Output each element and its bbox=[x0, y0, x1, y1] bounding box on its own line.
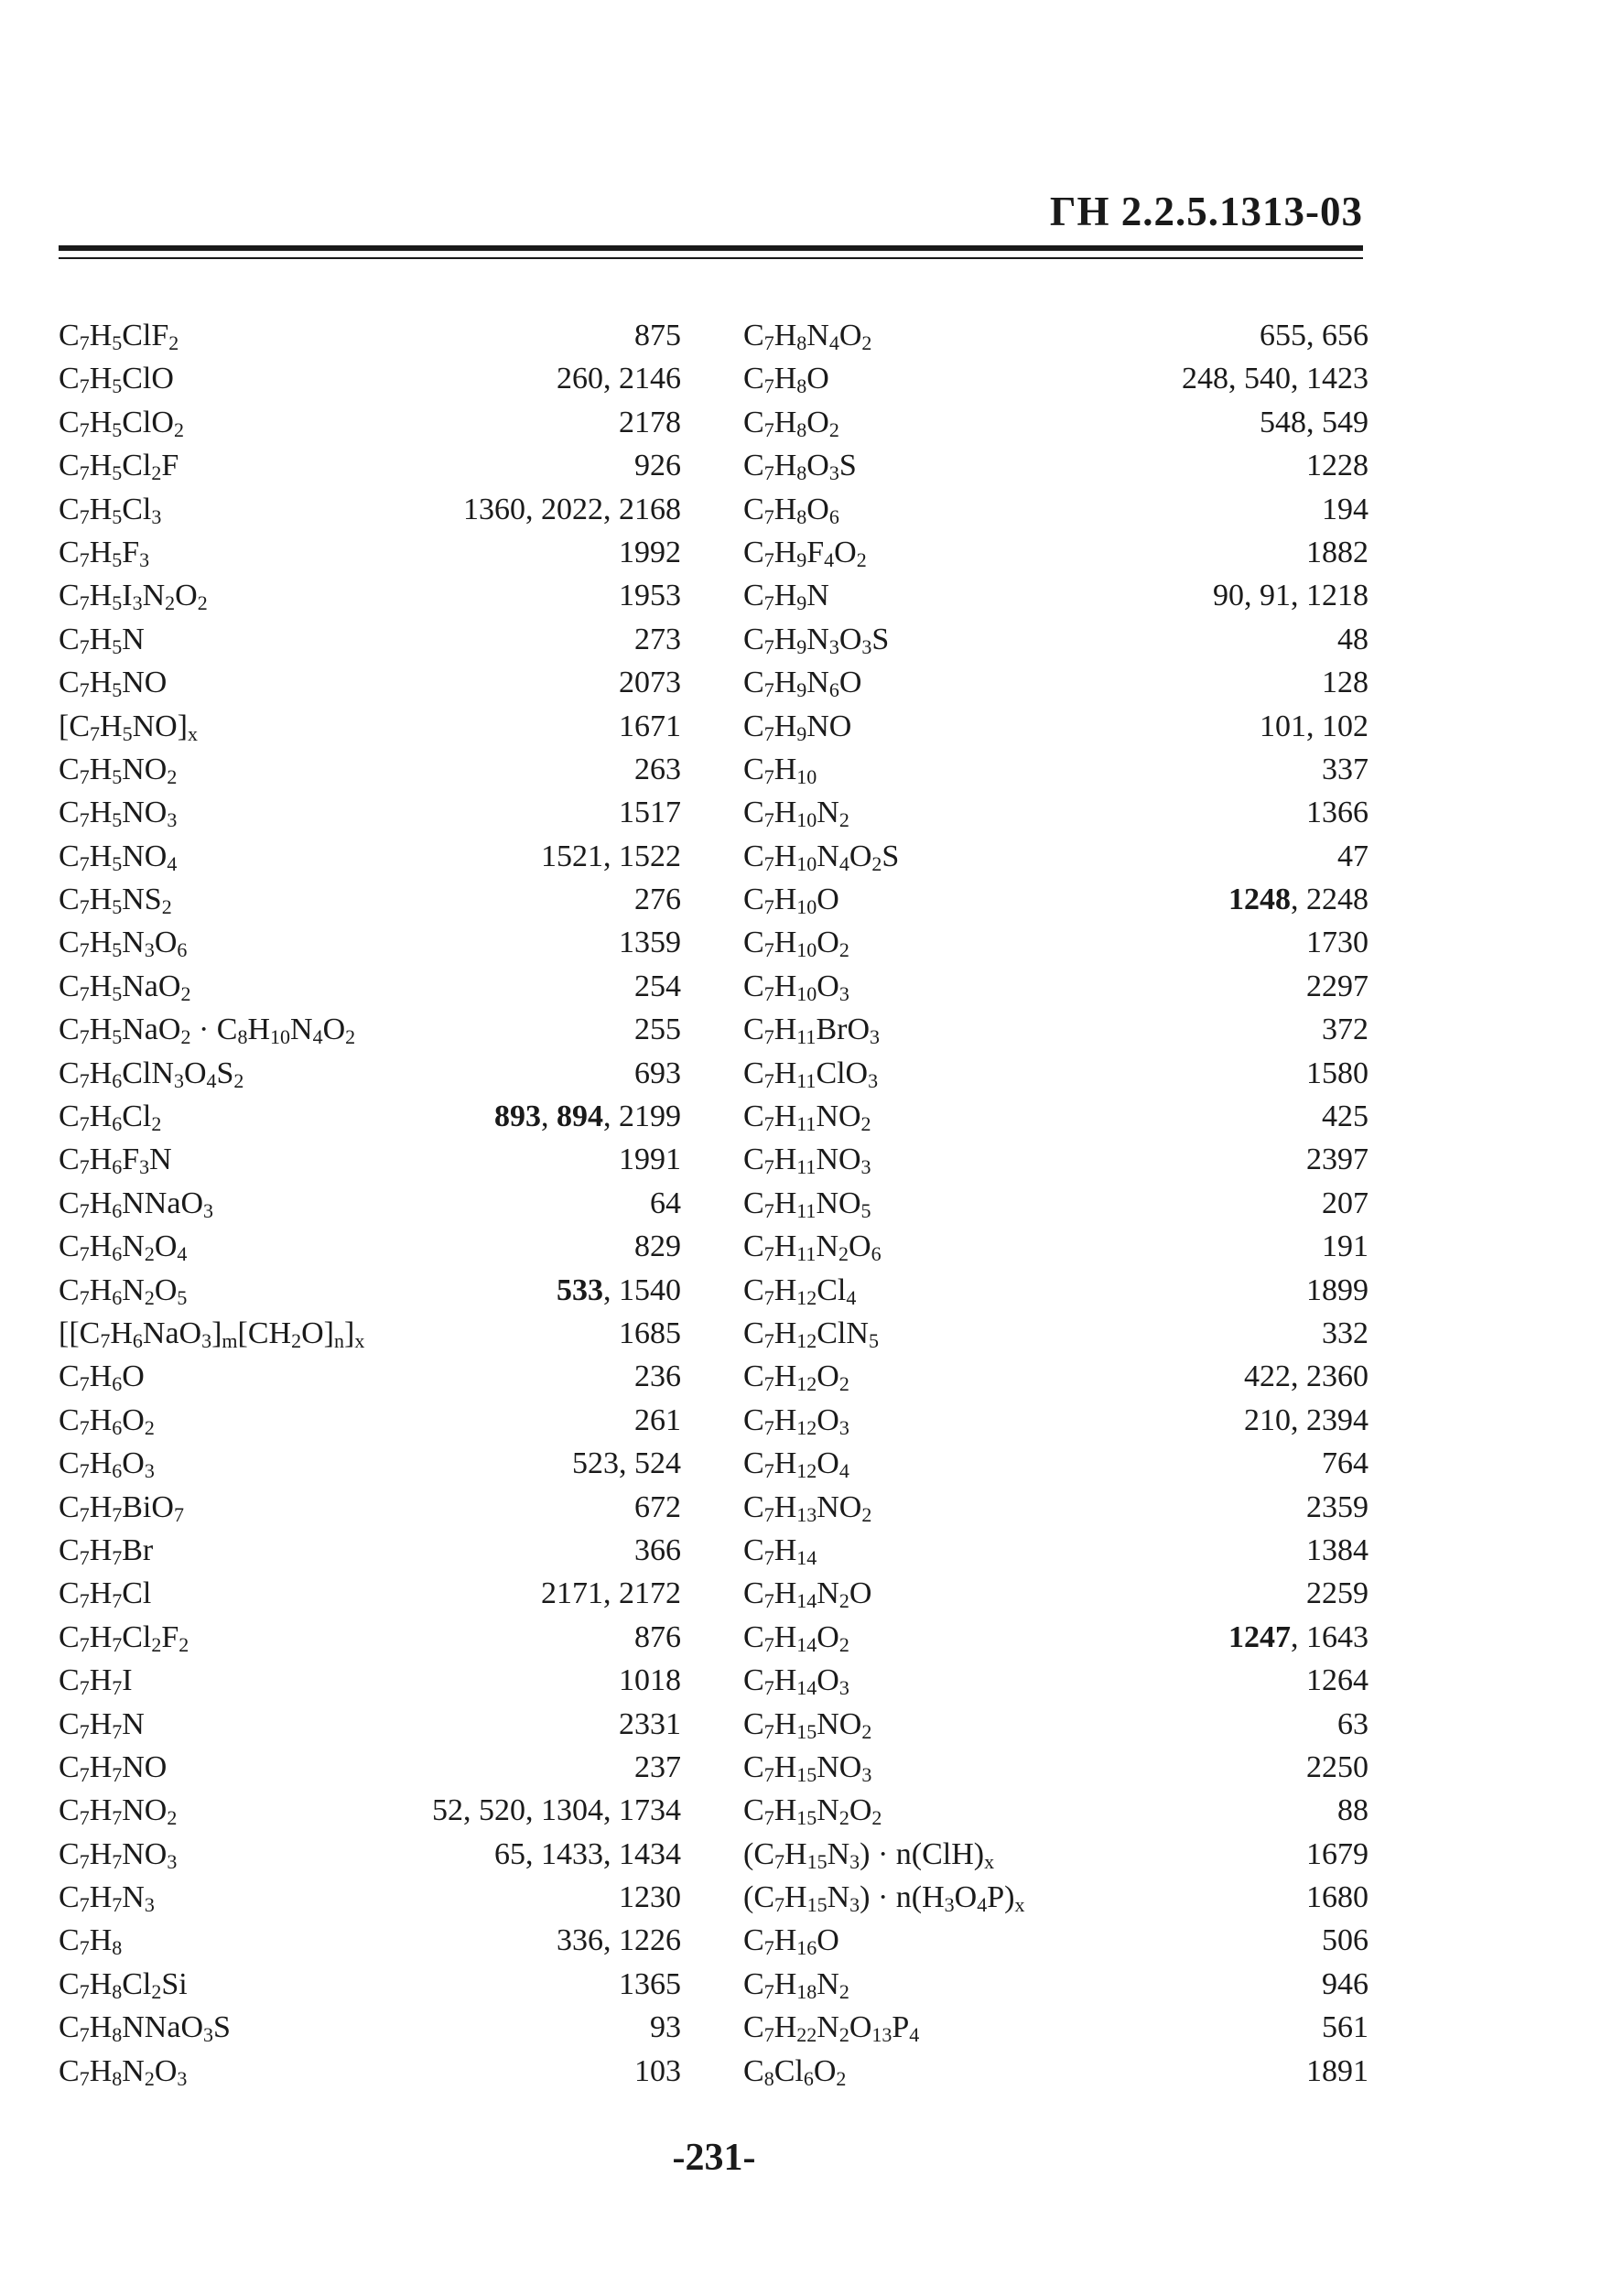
index-row bbox=[743, 1225, 1368, 1268]
reference-numbers: 506 bbox=[1322, 1923, 1368, 1958]
chemical-formula: $(C_7H_{15}N_3) \cdot n(ClH)_x$ bbox=[743, 1836, 995, 1873]
reference-numbers: 210, 2394 bbox=[1244, 1403, 1368, 1437]
index-row bbox=[743, 1919, 1368, 1962]
reference-numbers: 425 bbox=[1322, 1099, 1368, 1134]
chemical-formula: $C_7H_5NO_2$ bbox=[59, 752, 178, 788]
chemical-formula: $C_7H_5NaO_2$ bbox=[59, 969, 191, 1005]
chemical-formula: $(C_7H_{15}N_3) \cdot n(H_3O_4P)_x$ bbox=[743, 1880, 1025, 1917]
document-code: ГН 2.2.5.1313-03 bbox=[1049, 189, 1363, 234]
chemical-formula: $C_7H_8N_2O_3$ bbox=[59, 2053, 188, 2090]
reference-numbers: 2397 bbox=[1306, 1143, 1368, 1177]
reference-numbers: 1680 bbox=[1306, 1880, 1368, 1915]
chemical-formula: $C_7H_8O_2$ bbox=[743, 405, 839, 441]
reference-numbers: 2250 bbox=[1306, 1749, 1368, 1784]
index-row bbox=[59, 1529, 681, 1572]
index-row bbox=[59, 2006, 681, 2049]
chemical-formula: $C_7H_6O_2$ bbox=[59, 1403, 155, 1439]
index-row bbox=[743, 1659, 1368, 1702]
index-row bbox=[59, 705, 681, 748]
index-row bbox=[59, 1919, 681, 1962]
index-row bbox=[59, 1442, 681, 1485]
reference-numbers: 372 bbox=[1322, 1013, 1368, 1047]
reference-numbers: 248, 540, 1423 bbox=[1182, 362, 1368, 396]
index-row bbox=[743, 574, 1368, 617]
reference-numbers: 1685 bbox=[619, 1316, 681, 1350]
reference-numbers: 260, 2146 bbox=[557, 362, 681, 396]
reference-numbers: 1891 bbox=[1306, 2053, 1368, 2088]
index-row bbox=[59, 1703, 681, 1746]
chemical-formula: $C_7H_6ClN_3O_4S_2$ bbox=[59, 1056, 244, 1092]
chemical-formula: $C_7H_6O$ bbox=[59, 1359, 145, 1396]
index-row bbox=[743, 1876, 1368, 1919]
reference-numbers: 366 bbox=[634, 1532, 681, 1567]
reference-numbers: 1230 bbox=[619, 1880, 681, 1915]
chemical-formula: $C_7H_5F_3$ bbox=[59, 535, 150, 571]
chemical-formula: $C_7H_7NO_2$ bbox=[59, 1793, 178, 1830]
chemical-formula: $C_7H_9N_3O_3S$ bbox=[743, 622, 890, 658]
index-row bbox=[59, 748, 681, 791]
chemical-formula: $C_7H_7Cl_2F_2$ bbox=[59, 1619, 189, 1656]
reference-numbers: 1360, 2022, 2168 bbox=[463, 492, 681, 526]
chemical-formula: $C_7H_8$ bbox=[59, 1923, 123, 1960]
chemical-formula: $C_7H_5Cl_3$ bbox=[59, 492, 162, 528]
reference-numbers: 273 bbox=[634, 622, 681, 656]
chemical-formula: $C_7H_{14}O_2$ bbox=[743, 1619, 849, 1656]
chemical-formula: $C_7H_{15}NO_3$ bbox=[743, 1749, 872, 1786]
reference-numbers: 655, 656 bbox=[1260, 319, 1368, 352]
reference-numbers: 1730 bbox=[1306, 926, 1368, 960]
index-row bbox=[59, 835, 681, 878]
reference-numbers: 2073 bbox=[619, 666, 681, 700]
reference-numbers: 263 bbox=[634, 752, 681, 786]
reference-numbers: 88 bbox=[1337, 1793, 1368, 1828]
index-row bbox=[59, 1963, 681, 2006]
index-row bbox=[743, 488, 1368, 531]
index-row bbox=[59, 357, 681, 400]
chemical-formula: $C_7H_{10}N_4O_2S$ bbox=[743, 839, 900, 875]
reference-numbers: 1018 bbox=[619, 1663, 681, 1698]
index-row bbox=[59, 1876, 681, 1919]
chemical-formula: $C_7H_9NO$ bbox=[743, 709, 852, 745]
index-row bbox=[743, 1312, 1368, 1355]
chemical-formula: $C_7H_6NNaO_3$ bbox=[59, 1186, 214, 1222]
reference-numbers: 207 bbox=[1322, 1186, 1368, 1220]
chemical-formula: $C_7H_5Cl_2F$ bbox=[59, 449, 179, 485]
index-row bbox=[59, 618, 681, 661]
chemical-formula: $C_7H_7BiO_7$ bbox=[59, 1489, 184, 1526]
index-row bbox=[59, 921, 681, 964]
chemical-formula: $C_7H_7N_3$ bbox=[59, 1880, 155, 1917]
index-row bbox=[743, 1095, 1368, 1138]
reference-numbers: 261 bbox=[634, 1403, 681, 1437]
index-row bbox=[59, 1399, 681, 1442]
reference-numbers: 1991 bbox=[619, 1143, 681, 1177]
reference-numbers: 1671 bbox=[619, 709, 681, 743]
chemical-formula: $C_7H_{11}NO_3$ bbox=[743, 1143, 871, 1179]
chemical-formula: $C_7H_{16}O$ bbox=[743, 1923, 839, 1960]
chemical-formula: $C_7H_8O$ bbox=[743, 362, 829, 398]
chemical-formula: $C_7H_{11}BrO_3$ bbox=[743, 1013, 880, 1049]
reference-numbers: 101, 102 bbox=[1260, 709, 1368, 743]
chemical-formula: $C_7H_5NO$ bbox=[59, 666, 168, 702]
chemical-formula: $C_7H_{10}O_2$ bbox=[743, 926, 849, 962]
chemical-formula: $C_7H_5N$ bbox=[59, 622, 145, 658]
chemical-formula: $C_7H_7NO_3$ bbox=[59, 1836, 178, 1873]
chemical-formula: $C_7H_9F_4O_2$ bbox=[743, 535, 867, 571]
index-row bbox=[743, 2006, 1368, 2049]
index-row bbox=[743, 1486, 1368, 1529]
reference-numbers: 1517 bbox=[619, 796, 681, 830]
reference-numbers: 1882 bbox=[1306, 535, 1368, 569]
reference-numbers: 65, 1433, 1434 bbox=[494, 1836, 681, 1871]
reference-numbers: 1953 bbox=[619, 579, 681, 613]
reference-numbers: 876 bbox=[634, 1619, 681, 1654]
index-row bbox=[59, 1095, 681, 1138]
index-row bbox=[59, 444, 681, 487]
index-row bbox=[59, 488, 681, 531]
index-row bbox=[743, 1355, 1368, 1398]
reference-numbers: 1580 bbox=[1306, 1056, 1368, 1090]
reference-numbers: 48 bbox=[1337, 622, 1368, 656]
chemical-formula: $C_7H_5NaO_2 \cdot C_8H_{10}N_4O_2$ bbox=[59, 1013, 356, 1049]
index-row bbox=[743, 618, 1368, 661]
chemical-formula: $C_7H_{15}N_2O_2$ bbox=[743, 1793, 882, 1830]
reference-numbers: 194 bbox=[1322, 492, 1368, 526]
reference-numbers: 1679 bbox=[1306, 1836, 1368, 1871]
reference-numbers: 1384 bbox=[1306, 1532, 1368, 1567]
chemical-formula: $C_7H_{18}N_2$ bbox=[743, 1966, 849, 2003]
index-row bbox=[59, 1269, 681, 1312]
chemical-formula: $C_7H_6F_3N$ bbox=[59, 1143, 172, 1179]
chemical-formula: $[C_7H_5NO]_x$ bbox=[59, 709, 198, 745]
index-row bbox=[743, 1703, 1368, 1746]
index-row bbox=[59, 574, 681, 617]
chemical-formula: $C_7H_{10}O_3$ bbox=[743, 969, 849, 1005]
index-row bbox=[743, 1442, 1368, 1485]
reference-numbers: 1992 bbox=[619, 535, 681, 569]
chemical-formula: $C_7H_{12}O_4$ bbox=[743, 1446, 849, 1483]
index-row bbox=[59, 1355, 681, 1398]
index-row bbox=[743, 1182, 1368, 1225]
chemical-formula: $C_7H_9N_6O$ bbox=[743, 666, 862, 702]
reference-numbers: 926 bbox=[634, 449, 681, 483]
chemical-formula: $C_7H_9N$ bbox=[743, 579, 829, 615]
index-row bbox=[743, 401, 1368, 444]
index-row bbox=[59, 1833, 681, 1876]
reference-numbers: 90, 91, 1218 bbox=[1213, 579, 1368, 613]
index-row bbox=[743, 1008, 1368, 1051]
formula-index-right-column bbox=[743, 314, 1368, 2093]
index-row bbox=[743, 1616, 1368, 1659]
reference-numbers: 2297 bbox=[1306, 969, 1368, 1003]
index-row bbox=[59, 1138, 681, 1181]
index-row bbox=[59, 1225, 681, 1268]
chemical-formula: $C_7H_{12}Cl_4$ bbox=[743, 1273, 857, 1309]
reference-numbers: 533, 1540 bbox=[557, 1273, 681, 1307]
reference-numbers: 2171, 2172 bbox=[541, 1576, 681, 1611]
chemical-formula: $C_7H_{14}N_2O$ bbox=[743, 1576, 872, 1613]
reference-numbers: 254 bbox=[634, 969, 681, 1003]
chemical-formula: $C_7H_7I$ bbox=[59, 1663, 133, 1700]
index-row bbox=[59, 965, 681, 1008]
reference-numbers: 2331 bbox=[619, 1706, 681, 1741]
chemical-formula: $C_7H_7N$ bbox=[59, 1706, 145, 1743]
reference-numbers: 422, 2360 bbox=[1244, 1359, 1368, 1394]
reference-numbers: 47 bbox=[1337, 839, 1368, 873]
index-row bbox=[59, 1659, 681, 1702]
index-row bbox=[59, 1486, 681, 1529]
header-rule-thin bbox=[59, 257, 1363, 259]
chemical-formula: $C_7H_6Cl_2$ bbox=[59, 1099, 162, 1136]
chemical-formula: $C_7H_{12}O_2$ bbox=[743, 1359, 849, 1396]
reference-numbers: 1366 bbox=[1306, 796, 1368, 830]
chemical-formula: $C_7H_{11}ClO_3$ bbox=[743, 1056, 879, 1092]
reference-numbers: 523, 524 bbox=[572, 1446, 681, 1481]
chemical-formula: $C_7H_5NO_4$ bbox=[59, 839, 178, 875]
index-row bbox=[743, 705, 1368, 748]
index-row bbox=[743, 1746, 1368, 1789]
reference-numbers: 946 bbox=[1322, 1966, 1368, 2001]
chemical-formula: $C_7H_{11}NO_2$ bbox=[743, 1099, 871, 1136]
chemical-formula: $C_7H_{12}ClN_5$ bbox=[743, 1316, 879, 1352]
chemical-formula: $C_7H_5ClO$ bbox=[59, 362, 174, 398]
reference-numbers: 63 bbox=[1337, 1706, 1368, 1741]
chemical-formula: $C_7H_6N_2O_4$ bbox=[59, 1229, 188, 1266]
chemical-formula: $C_7H_{11}NO_5$ bbox=[743, 1186, 871, 1222]
index-row bbox=[743, 1399, 1368, 1442]
chemical-formula: $C_7H_7Br$ bbox=[59, 1532, 154, 1569]
chemical-formula: $C_7H_{13}NO_2$ bbox=[743, 1489, 872, 1526]
chemical-formula: $C_7H_{14}$ bbox=[743, 1532, 817, 1569]
reference-numbers: 561 bbox=[1322, 2010, 1368, 2045]
index-row bbox=[59, 791, 681, 834]
chemical-formula: $C_7H_{10}$ bbox=[743, 752, 817, 788]
index-row bbox=[743, 531, 1368, 574]
reference-numbers: 1228 bbox=[1306, 449, 1368, 483]
index-row bbox=[743, 1833, 1368, 1876]
reference-numbers: 893, 894, 2199 bbox=[494, 1099, 681, 1134]
reference-numbers: 191 bbox=[1322, 1229, 1368, 1264]
chemical-formula: $C_7H_8N_4O_2$ bbox=[743, 319, 872, 354]
reference-numbers: 237 bbox=[634, 1749, 681, 1784]
index-row bbox=[59, 531, 681, 574]
chemical-formula: $C_7H_{14}O_3$ bbox=[743, 1663, 849, 1700]
index-row bbox=[743, 965, 1368, 1008]
index-row bbox=[743, 1789, 1368, 1832]
chemical-formula: $C_7H_{15}NO_2$ bbox=[743, 1706, 872, 1743]
reference-numbers: 1248, 2248 bbox=[1228, 883, 1368, 917]
reference-numbers: 337 bbox=[1322, 752, 1368, 786]
reference-numbers: 548, 549 bbox=[1260, 405, 1368, 439]
index-row bbox=[743, 1138, 1368, 1181]
reference-numbers: 693 bbox=[634, 1056, 681, 1090]
reference-numbers: 336, 1226 bbox=[557, 1923, 681, 1958]
reference-numbers: 764 bbox=[1322, 1446, 1368, 1481]
chemical-formula: $C_7H_{10}O$ bbox=[743, 883, 839, 919]
chemical-formula: $C_7H_8NNaO_3S$ bbox=[59, 2010, 231, 2047]
reference-numbers: 128 bbox=[1322, 666, 1368, 700]
chemical-formula: $C_7H_{11}N_2O_6$ bbox=[743, 1229, 882, 1266]
chemical-formula: $C_7H_7Cl$ bbox=[59, 1576, 152, 1613]
reference-numbers: 1365 bbox=[619, 1966, 681, 2001]
index-row bbox=[743, 1529, 1368, 1572]
header-rule-thick bbox=[59, 245, 1363, 251]
index-row bbox=[743, 444, 1368, 487]
chemical-formula: $C_7H_7NO$ bbox=[59, 1749, 168, 1786]
reference-numbers: 829 bbox=[634, 1229, 681, 1264]
reference-numbers: 2259 bbox=[1306, 1576, 1368, 1611]
page-number: -231- bbox=[672, 2137, 756, 2179]
index-row bbox=[59, 2050, 681, 2093]
index-row bbox=[59, 1572, 681, 1615]
reference-numbers: 2359 bbox=[1306, 1489, 1368, 1524]
index-row bbox=[743, 2050, 1368, 2093]
reference-numbers: 276 bbox=[634, 883, 681, 917]
index-row bbox=[59, 314, 681, 357]
index-row bbox=[59, 1008, 681, 1051]
chemical-formula: $C_7H_5N_3O_6$ bbox=[59, 926, 188, 962]
index-row bbox=[743, 1269, 1368, 1312]
index-row bbox=[59, 1052, 681, 1095]
reference-numbers: 2178 bbox=[619, 405, 681, 439]
index-row bbox=[59, 401, 681, 444]
chemical-formula: $C_8Cl_6O_2$ bbox=[743, 2053, 847, 2090]
reference-numbers: 1247, 1643 bbox=[1228, 1619, 1368, 1654]
chemical-formula: $C_7H_5ClO_2$ bbox=[59, 405, 184, 441]
chemical-formula: $C_7H_5NS_2$ bbox=[59, 883, 172, 919]
chemical-formula: $C_7H_6O_3$ bbox=[59, 1446, 155, 1483]
index-row bbox=[59, 1182, 681, 1225]
chemical-formula: $C_7H_5ClF_2$ bbox=[59, 319, 179, 354]
chemical-formula: $C_7H_5I_3N_2O_2$ bbox=[59, 579, 208, 615]
reference-numbers: 1521, 1522 bbox=[541, 839, 681, 873]
reference-numbers: 1264 bbox=[1306, 1663, 1368, 1698]
index-row bbox=[743, 357, 1368, 400]
index-row bbox=[743, 835, 1368, 878]
reference-numbers: 236 bbox=[634, 1359, 681, 1394]
index-row bbox=[743, 748, 1368, 791]
index-row bbox=[743, 921, 1368, 964]
index-row bbox=[743, 878, 1368, 921]
reference-numbers: 672 bbox=[634, 1489, 681, 1524]
index-row bbox=[59, 1616, 681, 1659]
reference-numbers: 875 bbox=[634, 319, 681, 352]
chemical-formula: $C_7H_{10}N_2$ bbox=[743, 796, 849, 832]
index-row bbox=[59, 1312, 681, 1355]
reference-numbers: 93 bbox=[650, 2010, 681, 2045]
index-row bbox=[743, 1052, 1368, 1095]
chemical-formula: $C_7H_8O_3S$ bbox=[743, 449, 857, 485]
index-row bbox=[59, 1789, 681, 1832]
index-row bbox=[59, 878, 681, 921]
chemical-formula: $C_7H_8O_6$ bbox=[743, 492, 839, 528]
chemical-formula: $C_7H_8Cl_2Si$ bbox=[59, 1966, 188, 2003]
reference-numbers: 103 bbox=[634, 2053, 681, 2088]
formula-index-left-column bbox=[59, 314, 681, 2093]
index-row bbox=[743, 661, 1368, 704]
index-row bbox=[59, 661, 681, 704]
chemical-formula: $C_7H_{22}N_2O_{13}P_4$ bbox=[743, 2010, 920, 2047]
index-row bbox=[743, 791, 1368, 834]
index-row bbox=[743, 1572, 1368, 1615]
index-row bbox=[59, 1746, 681, 1789]
reference-numbers: 255 bbox=[634, 1013, 681, 1047]
chemical-formula: $C_7H_6N_2O_5$ bbox=[59, 1273, 188, 1309]
reference-numbers: 1359 bbox=[619, 926, 681, 960]
reference-numbers: 332 bbox=[1322, 1316, 1368, 1350]
reference-numbers: 52, 520, 1304, 1734 bbox=[432, 1793, 681, 1828]
reference-numbers: 64 bbox=[650, 1186, 681, 1220]
reference-numbers: 1899 bbox=[1306, 1273, 1368, 1307]
index-row bbox=[743, 1963, 1368, 2006]
chemical-formula: $[[C_7H_6NaO_3]_m[CH_2O]_n]_x$ bbox=[59, 1316, 365, 1352]
chemical-formula: $C_7H_5NO_3$ bbox=[59, 796, 178, 832]
index-row bbox=[743, 314, 1368, 357]
chemical-formula: $C_7H_{12}O_3$ bbox=[743, 1403, 849, 1439]
